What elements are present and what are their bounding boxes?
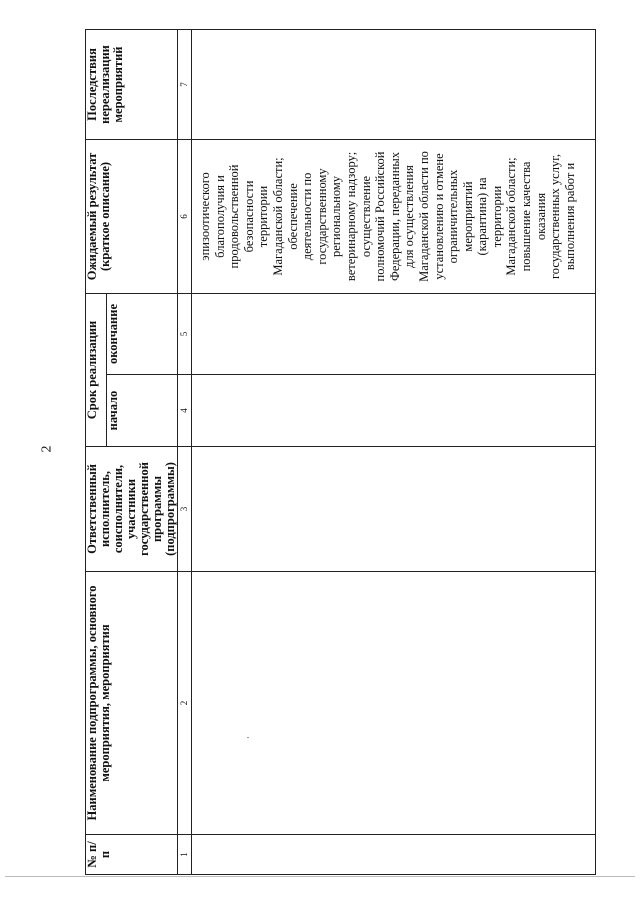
expected-result-line: ограничительных: [446, 169, 461, 264]
header-no: № п/п: [86, 835, 178, 875]
header-consequences: Последствия нереализации мероприятий: [86, 29, 178, 139]
expected-result-line: Магаданской области;: [270, 157, 285, 276]
scan-speck: [247, 737, 249, 738]
expected-result-line: (карантина) на: [475, 177, 490, 256]
expected-result-line: благополучия и: [212, 175, 227, 258]
col-number-5: 5: [178, 293, 192, 374]
expected-result-line: ветеринарному надзору;: [343, 151, 358, 282]
expected-result-line: полномочий Российской: [373, 151, 388, 282]
header-end: окончание: [106, 293, 177, 374]
expected-result-line: установлению и отмене: [431, 153, 446, 280]
col-number-1: 1: [178, 835, 192, 875]
expected-result-line: повышение качества: [519, 161, 534, 272]
cell-expected-result: [192, 139, 596, 293]
expected-result-line: безопасности: [241, 180, 256, 253]
expected-result-line: Федерации, переданных: [387, 151, 402, 282]
expected-result-line: региональному: [329, 175, 344, 257]
program-table: [85, 29, 596, 875]
expected-result-line: эпизоотического: [198, 172, 212, 261]
cell-start: [192, 375, 596, 447]
cell-responsible: [192, 447, 596, 572]
expected-result-line: продовольственной: [227, 164, 242, 269]
cell-name: [192, 572, 596, 835]
expected-result-text: [198, 143, 577, 290]
expected-result-line: территории: [489, 185, 504, 248]
scan-bottom-line: [5, 876, 635, 877]
header-start: начало: [106, 375, 177, 447]
expected-result-line: государственному: [314, 168, 329, 265]
expected-result-line: государственных услуг,: [548, 153, 563, 280]
expected-result-line: обеспечение: [285, 183, 300, 250]
col-number-3: 3: [178, 447, 192, 572]
expected-result-line: осуществление: [358, 175, 373, 258]
col-number-7: 7: [178, 29, 192, 139]
col-number-2: 2: [178, 572, 192, 835]
cell-consequences: [192, 29, 596, 139]
header-expected-result: Ожидаемый результат (краткое описание): [86, 139, 178, 293]
expected-result-line: для осуществления: [402, 165, 417, 268]
expected-result-line: Магаданской области;: [504, 157, 519, 276]
cell-no: [192, 835, 596, 875]
rotated-table-container: [85, 30, 596, 875]
header-name: Наименование подпрограммы, основного мероприятия, мероприятия: [86, 572, 178, 835]
expected-result-line: Магаданской области по: [416, 151, 431, 282]
header-responsible: Ответственный исполнитель, соисполнители, участники государственной программы (подпрограммы): [86, 447, 178, 572]
page-number: 2: [39, 445, 55, 453]
expected-result-line: выполнения работ и: [562, 162, 577, 271]
col-number-6: 6: [178, 139, 192, 293]
cell-end: [192, 293, 596, 374]
expected-result-line: деятельности по: [300, 172, 315, 261]
expected-result-line: оказания: [533, 192, 548, 241]
header-term: Срок реализации: [86, 293, 107, 446]
expected-result-line: мероприятий: [460, 181, 475, 252]
col-number-4: 4: [178, 375, 192, 447]
expected-result-line: территории: [256, 185, 271, 248]
